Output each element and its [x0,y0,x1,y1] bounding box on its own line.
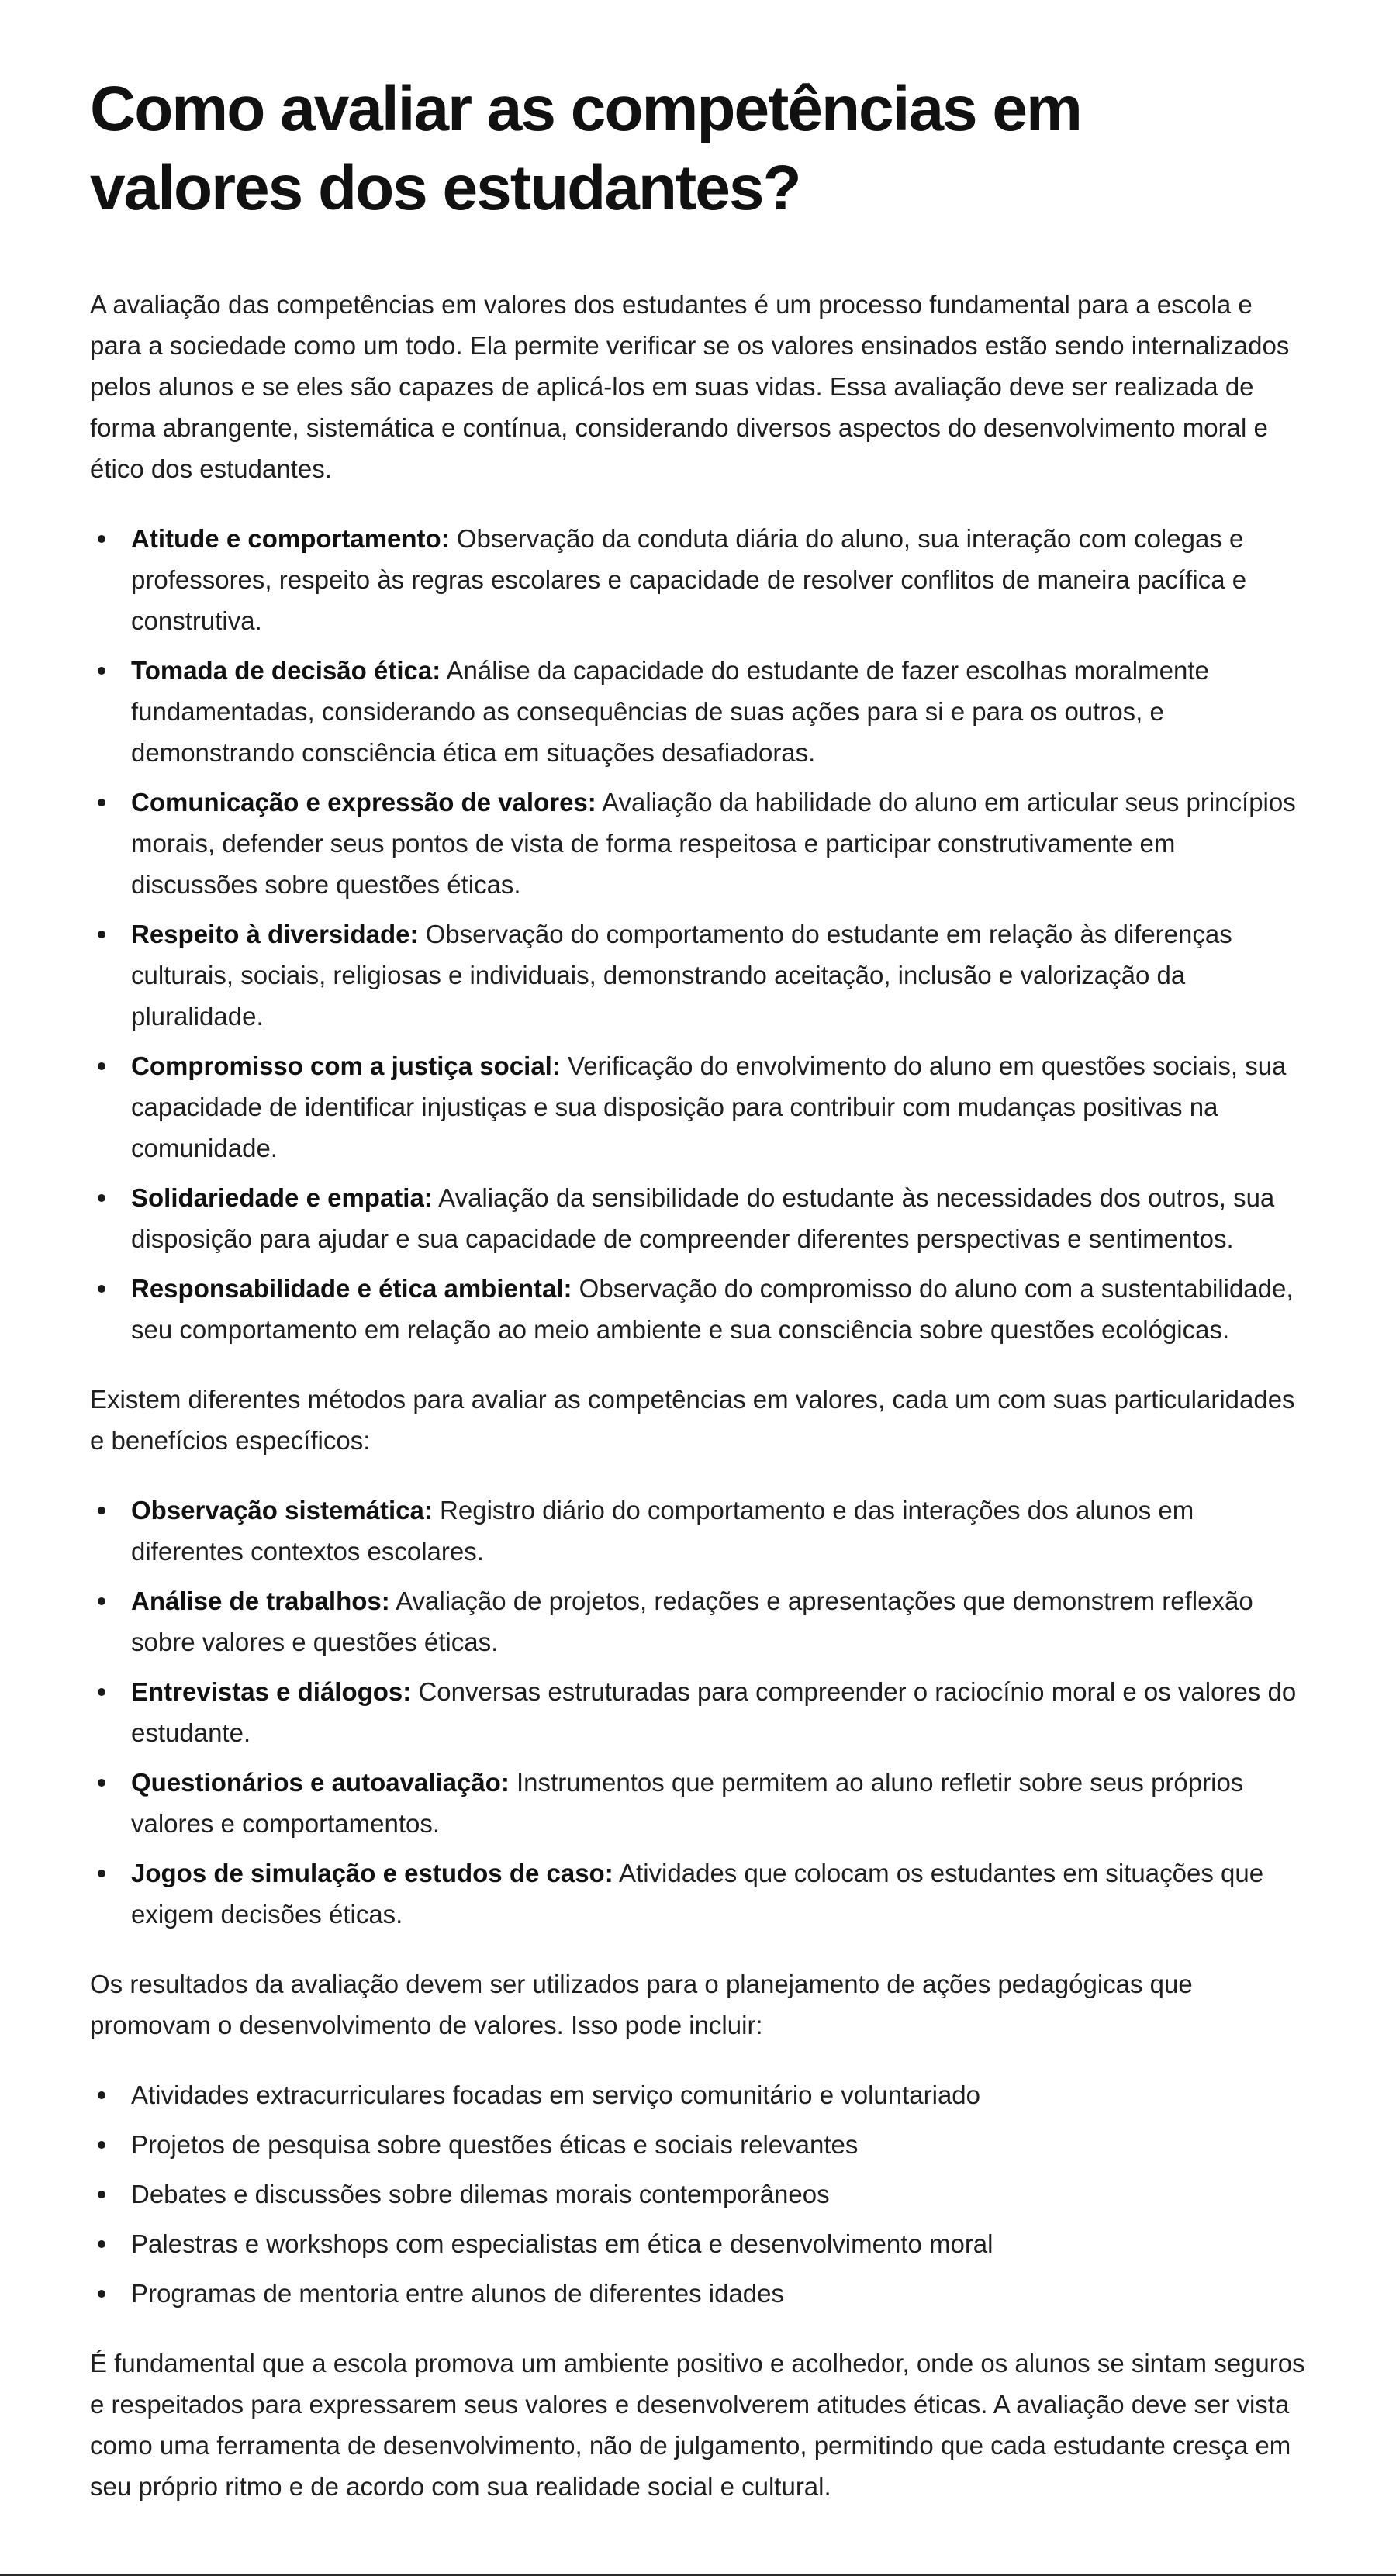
list-item-text: Conversas estruturadas para compreender o raciocínio moral e os valores do estudante. [131,1677,1297,1747]
list-item [90,782,1308,905]
list-item [90,2273,1308,2314]
list-item-text: Atividades extracurriculares focadas em serviço comunitário e voluntariado [131,2080,981,2109]
list-item [90,1671,1308,1753]
list-item [90,913,1308,1037]
bullet-icon [98,667,105,675]
bullet-icon [98,1062,105,1070]
methods-intro-paragraph: Existem diferentes métodos para avaliar as competências em valores, cada um com suas particularidades e benefícios específicos: [90,1385,1295,1455]
bullet-icon [98,1870,105,1877]
bullet-icon [98,1597,105,1605]
list-item-term: Tomada de decisão ética: [131,656,441,685]
list-item-text: Observação da conduta diária do aluno, sua interação com colegas e professores, respeito às regras escolares e capacidade de resolver conflitos de maneira pacífica e construtiva. [131,524,1247,635]
list-item-text: Observação do comportamento do estudante em relação às diferenças culturais, sociais, religiosas e individuais, demonstrando aceitação, inclusão e valorização da pluralidade. [131,920,1232,1031]
list-item [90,518,1308,641]
list-item-text: Observação do compromisso do aluno com a sustentabilidade, seu comportamento em relação ao meio ambiente e sua consciência sobre questões ecológicas. [131,1274,1294,1344]
list-item-term: Questionários e autoavaliação: [131,1768,510,1797]
list-item [90,1045,1308,1169]
list-item-text: Verificação do envolvimento do aluno em questões sociais, sua capacidade de identificar injustiças e sua disposição para contribuir com mudanças positivas na comunidade. [131,1051,1287,1162]
bullet-icon [98,1194,105,1202]
list-item-term: Atitude e comportamento: [131,524,450,553]
list-item [90,2174,1308,2215]
article [90,70,1308,2507]
list-item [90,2074,1308,2115]
list-item-text: Debates e discussões sobre dilemas morais contemporâneos [131,2180,830,2208]
list-item-term: Comunicação e expressão de valores: [131,788,596,817]
list-item-term: Entrevistas e diálogos: [131,1677,412,1706]
list-item-text: Análise da capacidade do estudante de fazer escolhas moralmente fundamentadas, considerando as consequências de suas ações para si e para os outros, e demonstrando consciência ética em situações desafiadoras. [131,656,1209,767]
bullet-icon [98,1779,105,1787]
results-intro-paragraph: Os resultados da avaliação devem ser utilizados para o planejamento de ações pedagógicas que promovam o desenvolvimento de valores. Isso pode incluir: [90,1970,1193,2039]
list-item-text: Palestras e workshops com especialistas em ética e desenvolvimento moral [131,2229,993,2258]
list-item [90,2223,1308,2264]
list-item [90,1853,1308,1935]
aspects-list [90,518,1308,1350]
list-item-text: Atividades que colocam os estudantes em situações que exigem decisões éticas. [131,1859,1264,1929]
list-item-term: Jogos de simulação e estudos de caso: [131,1859,613,1887]
list-item-text: Avaliação da sensibilidade do estudante às necessidades dos outros, sua disposição para ajudar e sua capacidade de compreender diferentes perspectivas e sentimentos. [131,1183,1275,1253]
methods-list [90,1490,1308,1935]
list-item-term: Observação sistemática: [131,1496,433,1525]
list-item [90,650,1308,773]
bullet-icon [98,2191,105,2198]
list-item-term: Análise de trabalhos: [131,1587,390,1615]
list-item [90,1762,1308,1844]
bullet-icon [98,1285,105,1293]
list-item [90,1177,1308,1259]
list-item [90,2124,1308,2165]
bullet-icon [98,2091,105,2099]
bullet-icon [98,2141,105,2149]
actions-list [90,2074,1308,2314]
list-item-term: Responsabilidade e ética ambiental: [131,1274,572,1303]
bullet-icon [98,535,105,543]
conclusion-paragraph: É fundamental que a escola promova um ambiente positivo e acolhedor, onde os alunos se sintam seguros e respeitados para expressarem seus valores e desenvolverem atitudes éticas. A avaliação deve ser vista como uma ferramenta de desenvolvimento, não de julgamento, permitindo que cada estudante cresça em seu próprio ritmo e de acordo com sua realidade social e cultural. [90,2349,1305,2501]
bullet-icon [98,2290,105,2298]
list-item-text: Registro diário do comportamento e das interações dos alunos em diferentes contextos escolares. [131,1496,1194,1566]
list-item [90,1268,1308,1350]
list-item-text: Projetos de pesquisa sobre questões éticas e sociais relevantes [131,2130,859,2159]
intro-paragraph: A avaliação das competências em valores dos estudantes é um processo fundamental para a escola e para a sociedade como um todo. Ela permite verificar se os valores ensinados estão sendo internalizados pelos alunos e se eles são capazes de aplicá-los em suas vidas. Essa avaliação deve ser realizada de forma abrangente, sistemática e contínua, considerando diversos aspectos do desenvolvimento moral e ético dos estudantes. [90,290,1290,483]
list-item-text: Instrumentos que permitem ao aluno refletir sobre seus próprios valores e comportamentos. [131,1768,1244,1838]
bullet-icon [98,799,105,806]
bullet-icon [98,931,105,938]
list-item-term: Solidariedade e empatia: [131,1183,433,1212]
bullet-icon [98,1688,105,1696]
list-item-text: Avaliação da habilidade do aluno em articular seus princípios morais, defender seus pontos de vista de forma respeitosa e participar construtivamente em discussões sobre questões éticas. [131,788,1296,899]
list-item [90,1580,1308,1663]
list-item-text: Programas de mentoria entre alunos de diferentes idades [131,2279,784,2308]
list-item-term: Compromisso com a justiça social: [131,1051,561,1080]
list-item [90,1490,1308,1572]
list-item-text: Avaliação de projetos, redações e apresentações que demonstrem reflexão sobre valores e questões éticas. [131,1587,1253,1656]
bullet-icon [98,1507,105,1514]
bullet-icon [98,2240,105,2248]
list-item-term: Respeito à diversidade: [131,920,419,948]
page-title: Como avaliar as competências em valores dos estudantes? [90,74,1081,223]
